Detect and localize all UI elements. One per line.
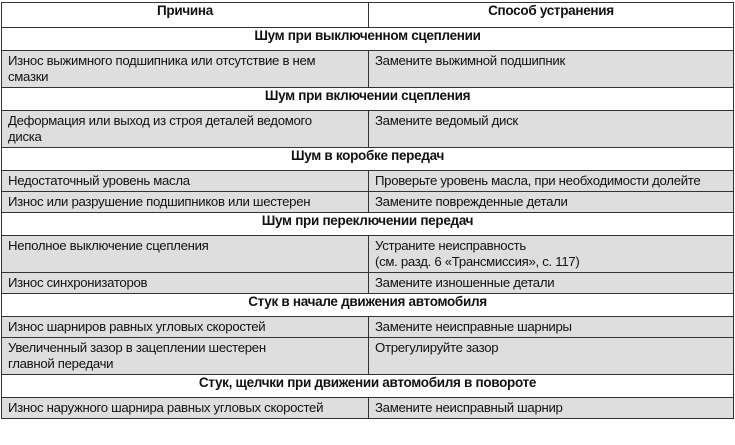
cause-cell (2, 192, 369, 213)
section-title: Шум при включении сцепления (2, 88, 734, 111)
cause-text: Неполное выключение сцепления (8, 238, 209, 253)
section-title: Шум в коробке передач (2, 148, 734, 171)
remedy-text: (см. разд. 6 «Трансмиссия», с. 117) (375, 254, 580, 269)
remedy-text: Замените ведомый диск (375, 113, 518, 128)
cause-text: диска (8, 129, 42, 144)
cause-text: Износ выжимного подшипника или отсутствие в нем (8, 53, 316, 68)
section-row (2, 213, 734, 236)
section-title: Стук в начале движения автомобиля (2, 294, 734, 317)
remedy-cell (369, 236, 734, 273)
header-row (2, 3, 734, 28)
cause-text: главной передачи (8, 356, 114, 371)
table-row (2, 236, 734, 273)
section-row (2, 294, 734, 317)
cause-text: Увеличенный зазор в зацеплении шестерен (8, 340, 266, 355)
cause-cell (2, 398, 369, 419)
cause-text: Деформация или выход из строя деталей ведомого (8, 113, 312, 128)
remedy-text: Устраните неисправность (375, 238, 526, 253)
cause-cell (2, 51, 369, 88)
remedy-text: Замените неисправный шарнир (375, 400, 563, 415)
table-row (2, 111, 734, 148)
header-remedy: Способ устранения (369, 3, 734, 28)
header-cause: Причина (2, 3, 369, 28)
table-row (2, 171, 734, 192)
remedy-text: Проверьте уровень масла, при необходимости долейте (375, 173, 701, 188)
remedy-text: Замените поврежденные детали (375, 194, 568, 209)
remedy-cell (369, 192, 734, 213)
cause-cell (2, 111, 369, 148)
troubleshooting-table (1, 2, 734, 419)
cause-cell (2, 236, 369, 273)
table-row (2, 398, 734, 419)
table-row (2, 338, 734, 375)
cause-text: Недостаточный уровень масла (8, 173, 190, 188)
remedy-text: Замените выжимной подшипник (375, 53, 565, 68)
cause-cell (2, 273, 369, 294)
section-row (2, 28, 734, 51)
cause-cell (2, 317, 369, 338)
cause-text: Износ наружного шарнира равных угловых скоростей (8, 400, 324, 415)
section-title: Шум при переключении передач (2, 213, 734, 236)
section-row (2, 148, 734, 171)
remedy-cell (369, 317, 734, 338)
remedy-cell (369, 398, 734, 419)
cause-text: Износ или разрушение подшипников или шестерен (8, 194, 311, 209)
remedy-cell (369, 338, 734, 375)
table-row (2, 273, 734, 294)
remedy-text: Замените неисправные шарниры (375, 319, 572, 334)
remedy-text: Замените изношенные детали (375, 275, 555, 290)
table-row (2, 51, 734, 88)
remedy-cell (369, 171, 734, 192)
cause-text: Износ шарниров равных угловых скоростей (8, 319, 266, 334)
cause-text: смазки (8, 69, 49, 84)
cause-cell (2, 338, 369, 375)
section-title: Шум при выключенном сцеплении (2, 28, 734, 51)
section-title: Стук, щелчки при движении автомобиля в повороте (2, 375, 734, 398)
table-row (2, 317, 734, 338)
section-row (2, 88, 734, 111)
remedy-cell (369, 51, 734, 88)
table-row (2, 192, 734, 213)
remedy-cell (369, 111, 734, 148)
section-row (2, 375, 734, 398)
cause-cell (2, 171, 369, 192)
cause-text: Износ синхронизаторов (8, 275, 148, 290)
remedy-cell (369, 273, 734, 294)
remedy-text: Отрегулируйте зазор (375, 340, 499, 355)
